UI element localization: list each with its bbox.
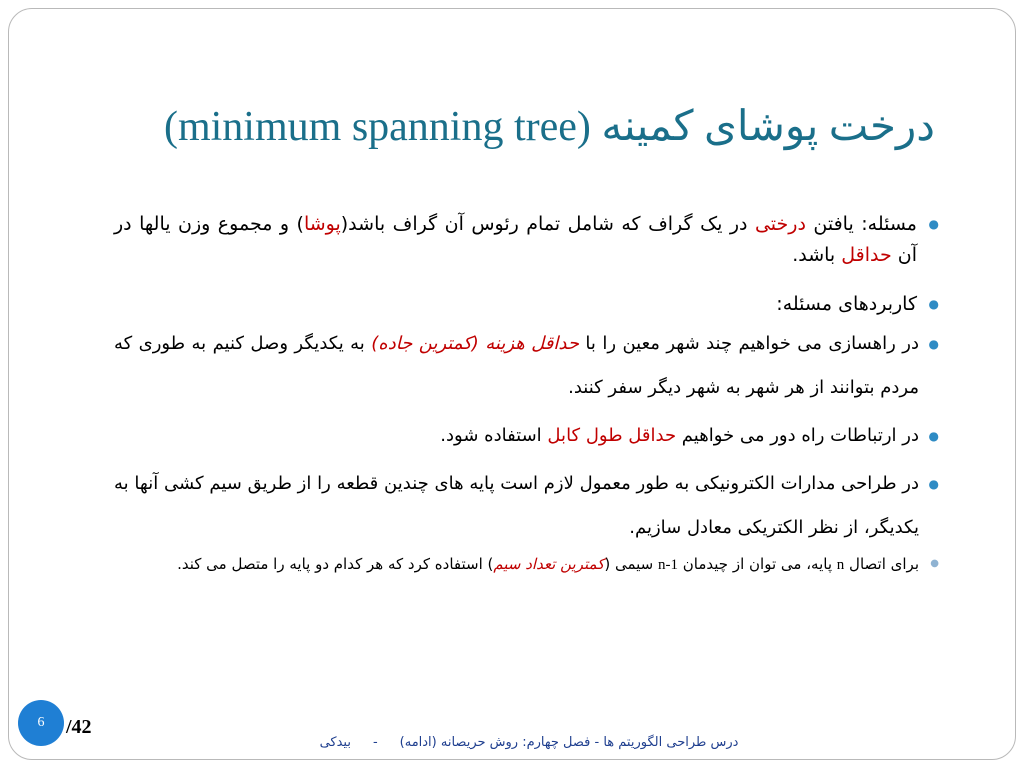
footer-separator: - (372, 735, 378, 750)
slide-body (114, 209, 943, 575)
problem-emphasis-tree: درختی (754, 213, 806, 235)
bullet-application-telecom (114, 414, 943, 458)
page-number-badge (18, 700, 64, 746)
app3-text: در طراحی مدارات الکترونیکی به طور معمول لازم است پایه های چندین قطعه را از طریق سیم کشی آنها به یکدیگر، از نظر الکتریکی معادل سازیم. (114, 473, 919, 538)
sub-emphasis: کمترین تعداد سیم (493, 555, 605, 573)
bullet-application-road (114, 322, 943, 410)
sub-bullet-dot-icon: ● (930, 558, 939, 569)
app1-emphasis: حداقل هزینه (کمترین جاده) (371, 333, 579, 354)
bullet-dot-icon: ● (928, 429, 939, 443)
slide-footer (249, 735, 809, 750)
bullet-dot-icon: ● (928, 217, 939, 231)
bullet-dot-icon: ● (928, 297, 939, 311)
footer-author: بیدکی (319, 735, 351, 750)
sub-text-4: ) استفاده کرد که هر کدام دو پایه را متصل می کند. (177, 555, 494, 573)
slide-title: درخت پوشای کمینه (minimum spanning tree) (163, 104, 935, 150)
problem-text-1: مسئله: یافتن (805, 213, 917, 235)
slide-frame (8, 8, 1016, 760)
bullet-application-circuits (114, 462, 943, 550)
sub-text-1: برای اتصال (844, 555, 919, 573)
applications-heading: کاربردهای مسئله: (776, 293, 917, 315)
page-total: /42 (66, 716, 92, 738)
footer-course: درس طراحی الگوریتم ها - فصل چهارم: روش حریصانه (ادامه) (399, 735, 739, 750)
bullet-dot-icon: ● (928, 337, 939, 351)
sub-n: n (836, 557, 845, 573)
sub-bullet-wires (114, 554, 943, 575)
sub-text-2: پایه، می توان از چیدمان (678, 555, 837, 573)
problem-text-3: ) و مجموع وزن یالها در آن (114, 213, 917, 266)
sub-text-3: سیمی ( (604, 555, 659, 573)
app1-text-2: به یکدیگر وصل کنیم به طوری که مردم بتوانند از هر شهر به شهر دیگر سفر کنند. (114, 333, 919, 398)
bullet-problem (114, 209, 943, 271)
problem-emphasis-minimum: حداقل (841, 244, 892, 266)
page-number: 6 (37, 715, 45, 730)
sub-n-minus-1: n-1 (658, 557, 679, 573)
bullet-applications-heading (114, 289, 943, 320)
problem-text-4: باشد. (792, 244, 842, 266)
app2-text-1: در ارتباطات راه دور می خواهیم (676, 425, 919, 446)
problem-text-2: در یک گراف که شامل تمام رئوس آن گراف باشد( (340, 213, 755, 235)
problem-emphasis-spanning: پوشا (303, 213, 341, 235)
bullet-dot-icon: ● (928, 477, 939, 491)
app1-text-1: در راهسازی می خواهیم چند شهر معین را با (579, 333, 919, 354)
app2-text-2: استفاده شود. (440, 425, 548, 446)
app2-emphasis: حداقل طول کابل (547, 425, 677, 446)
